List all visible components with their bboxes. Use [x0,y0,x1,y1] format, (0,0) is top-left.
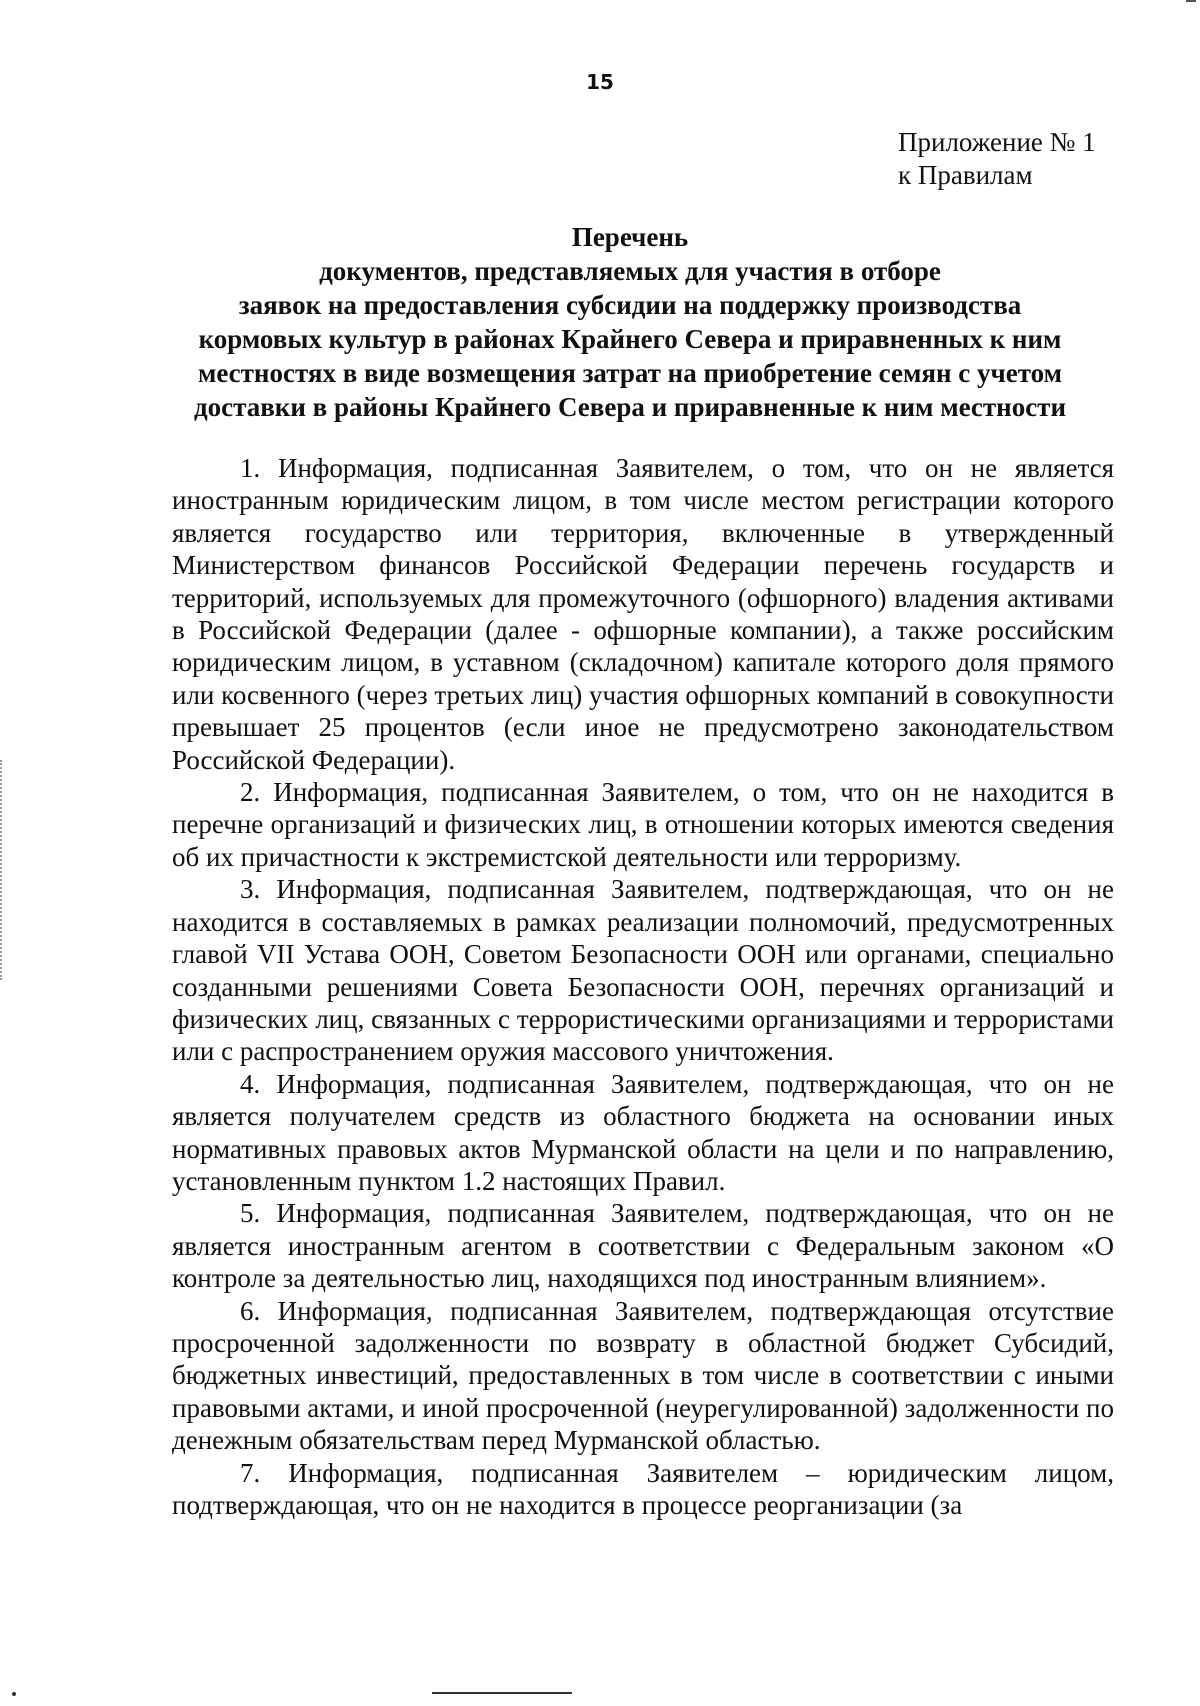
appendix-reference [898,126,1096,192]
document-heading [150,220,1110,424]
heading-line: местностях в виде возмещения затрат на приобретение семян с учетом [197,358,1063,388]
paragraph-item-5: 5. Информация, подписанная Заявителем, подтверждающая, что он не является иностранным агентом в соответствии с Федеральным законом «О контроле за деятельностью лиц, находящихся под иностранным влиянием». [172,1198,1114,1294]
scan-dot-mark [12,1692,16,1696]
heading-line: Перечень [571,222,689,252]
heading-line: кормовых культур в районах Крайнего Севера и приравненных к ним [198,324,1062,354]
heading-line: заявок на предоставления субсидии на поддержку производства [238,290,1022,320]
appendix-line-1: Приложение № 1 [898,127,1096,157]
paragraph-item-4: 4. Информация, подписанная Заявителем, подтверждающая, что он не является получателем средств из областного бюджета на основании иных нормативных правовых актов Мурманской области на цели и по направлению, установленным пунктом 1.2 настоящих Правил. [172,1068,1114,1196]
page-number: 15 [586,70,614,94]
heading-line: доставки в районы Крайнего Севера и приравненные к ним местности [193,392,1066,422]
paragraph-item-2: 2. Информация, подписанная Заявителем, о том, что он не находится в перечне организаций и физических лиц, в отношении которых имеются сведения об их причастности к экстремистской деятельности или терроризму. [172,777,1114,872]
appendix-line-2: к Правилам [898,160,1033,190]
heading-line: документов, представляемых для участия в отборе [319,256,941,286]
scan-margin-marks [0,760,5,980]
paragraph-item-1: 1. Информация, подписанная Заявителем, о том, что он не является иностранным юридическим лицом, в том числе местом регистрации которого является государство или территория, включенные в утвержденный Министерством финансов Российской Федерации перечень государств и территорий, используемых для промежуточного (офшорного) владения активами в Российской Федерации (далее - офшорные компании), а также российским юридическим лицом, в уставном (складочном) капитале которого доля прямого или косвенного (через третьих лиц) участия офшорных компаний в совокупности превышает 25 процентов (если иное не предусмотрено законодательством Российской Федерации). [172,453,1114,775]
footer-rule [432,1692,572,1694]
document-body [172,452,1114,1521]
scan-edge-mark [1186,0,1196,2]
paragraph-item-6: 6. Информация, подписанная Заявителем, подтверждающая отсутствие просроченной задолженности по возврату в областной бюджет Субсидий, бюджетных инвестиций, предоставленных в том числе в соответствии с иными правовыми актами, и иной просроченной (неурегулированной) задолженности по денежным обязательствам перед Мурманской областью. [172,1295,1114,1456]
paragraph-item-3: 3. Информация, подписанная Заявителем, подтверждающая, что он не находится в составляемых в рамках реализации полномочий, предусмотренных главой VII Устава ООН, Советом Безопасности ООН или органами, специально созданными решениями Совета Безопасности ООН, перечнях организаций и физических лиц, связанных с террористическими организациями и террористами или с распространением оружия массового уничтожения. [172,874,1114,1067]
paragraph-item-7: 7. Информация, подписанная Заявителем – юридическим лицом, подтверждающая, что он не находится в процессе реорганизации (за [172,1457,1114,1520]
